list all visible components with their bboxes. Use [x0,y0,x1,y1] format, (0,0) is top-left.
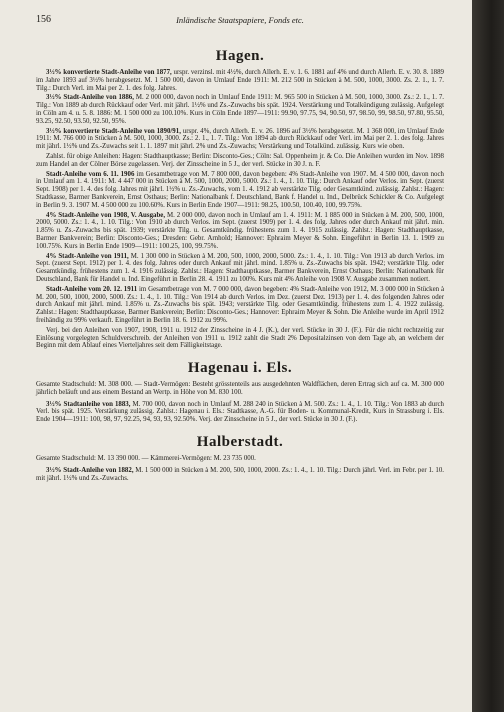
bond-entry [36,94,444,125]
bond-text: urspr. verzinsl. mit 4½%, durch Allerh. E. v. 1. 6. 1881 auf 4% und durch Allerh. E. v. 30. 8. 1889 im Jahre 1893 auf 3½% herabgesetzt. M. 1 500 000, davon in Umlauf Ende 1911: M. 212 500 in Stücken à M. 500, 1000, 3000. Zs. 2. 1., 1. 7. Tilg.: Durch Verl. im Mai per 2. 1. des folg. Jahres. [36,69,444,92]
section-halberstadt [36,434,444,482]
bond-title: Stadt-Anleihe vom 6. 11. 1906 [46,170,135,178]
bond-entry [36,69,444,92]
bond-entry [36,253,444,284]
running-title: Inländische Staatspapiere, Fonds etc. [176,15,304,25]
bond-title: 4% Stadt-Anleihe von 1911, [46,252,129,260]
bond-title: 3½% konvertierte Stadt-Anleihe von 1877, [46,69,172,76]
payment-offices-note [36,153,444,169]
bond-text: M. 700 000, davon noch in Umlauf M. 288 240 in Stücken à M. 500. Zs.: 1. 4., 1. 10. Tilg.: Von 1883 ab durch Verl. bis spät. 1925. Verstärkung zulässig. Zahlst.: Hagenau i. Els.: Stadtkasse, A.-G. für Boden- u. Kommunal-Kredit, Kurs in Strassburg i. Els. Ende 1904—1911: 100, 98, 97, 92.25, 94, 93, 93, 92.50%. Verj. der Zinsscheine in 5 J., der verl. Stücke in 30 J. (F.). [36,400,444,424]
book-gutter [472,0,504,712]
bond-entry [36,128,444,151]
bond-entry [36,286,444,325]
section-hagen [36,48,444,350]
bond-text: im Gesamtbetrage von M. 7 000 000, davon begeben: 4% Stadt-Anleihe von 1912, M. 3 000 000 in Stücken à M. 200, 500, 1000, 2000, 5000. Zs.: 1. 4., 1. 10. Tilg.: Von 1914 ab durch Verlos. im Dez. (zuerst Dez. 1913) per 1. 4. des folgenden Jahres oder durch Ankauf mit jährl. mind. 1.85% u. Zs.-Zuwachs bis spät. 1943; verstärkte Tilg. oder Gesamtkündig. frühestens zum 1. 4. 1922 zulässig. Zahlst.: Hagen: Stadthauptkasse, Barmer Bankverein; Berlin: Disconto-Ges.; Hannover: Ephraim Meyer & Sohn. Die Anleihe wurde im April 1912 freihändig zu 99% verkauft. Eingeführt in Berlin 18. 6. 1912 zu 99%. [36,285,445,324]
bond-text: Zahlst. für obige Anleihen: Hagen: Stadthauptkasse; Berlin: Disconto-Ges.; Cöln: Sal. Oppenheim jr. & Co. Die Anleihen wurden im Nov. 1898 zum Handel an der Cölner Börse zugelassen. Verj. der Zinsscheine in 5 J., der verl. Stücke in 30 J. n. F. [36,152,444,168]
bond-text: urspr. 4%, durch Allerh. E. v. 26. 1896 auf 3½% herabgesetzt. M. 1 368 000, im Umlauf Ende 1911: M. 766 000 in Stücken à M. 500, 1000, 3000. Zs.: 2. 1., 1. 7. Tilg.: Von 1894 ab durch Rückkauf oder Verl. im Mai per 2. 1. des folg. Jahres mit jährl. 1½% und Zs.-Zuwachs seit 1. 1. 1897 mit jährl. 2% und Zs.-Zuwachs; Verstärkung und Totalkünd. zulässig. Kurs wie oben. [36,127,445,151]
city-heading: Hagenau i. Els. [187,360,293,377]
bond-entry [36,212,444,251]
bond-title: 3½% Stadtanleihe von 1883, [46,400,131,408]
bond-text: M. 1 500 000 in Stücken à M. 200, 500, 1000, 2000. Zs.: 1. 4., 1. 10. Tilg.: Durch jährl. Verl. im Febr. per 1. 10. mit jährl. 1½% und Zs.-Zuwachs. [36,466,444,482]
page-content [36,14,444,492]
debt-summary: Gesamte Stadtschuld: M. 308 000. — Stadt-Vermögen: Besteht grösstenteils aus ausgedehnten Waldflächen, deren Ertrag sich auf ca. M. 300 000 jährlich beläuft und aus einem Bestand an Wertp. in Höhe von M. 830 100. [36,381,444,396]
page-header [36,14,444,28]
bond-text: M. 2 000 000, davon noch in Umlauf Ende 1911: M. 965 500 in Stücken à M. 500, 1000, 3000. Zs.: 2. 1., 1. 7. Tilg.: Von 1889 ab durch Rückkauf oder Verl. mit jährl. 1½% und Zs.-Zuwachs bis spät. 1924. Verstärkung und Totalkündigung zulässig. Aufgelegt in Cöln am 4. u. 5. 8. 1886: M. 1 500 000 zu 100.10%. Kurs in Cöln Ende 1897—1911: 99.90, 97.75, 94, 90.50, 97, 98.50, 99, 98.50, 97.80, 95.50, 93.25, 92.50, 93.50, 92.50, 95%. [36,94,444,125]
bond-title: 3½% Stadt-Anleihe von 1886, [46,94,134,102]
bond-entry [36,467,444,483]
bond-text: im Gesamtbetrage von M. 7 800 000, davon begeben: 4% Stadt-Anleihe von 1907. M. 4 500 000, davon noch in Umlauf am 1. 4. 1911: M. 4 447 000 in Stücken à M. 500, 1000, 2000, 5000. Zs.: 1. 4., 1. 10. Tilg.: Durch Ankauf oder Verlos. im Sept. (zuerst Sept. 1908) per 1. 4. des folg. Jahres mit jährl. 1½% u. Zs.-Zuwachs, vom 1. 4. 1912 ab verstärkte Tilg. oder Gesamtkünd. zulässig. Zahlst.: Hagen: Stadtkasse, Barmer Bankverein, Ernst Osthaus; Berlin: Nationalbank f. Deutschland, Bank f. Handel u. Ind., Delbrück Schickler & Co. Aufgelegt in Berlin 9. 3. 1907 M. 4 500 000 zu 100.60%. Kurs in Berlin Ende 1907—1911: 98.25, 100.50, 100.40, 100, 99.75%. [36,170,444,209]
bond-text: M. 2 000 000, davon noch in Umlauf am 1. 4. 1911: M. 1 885 000 in Stücken à M. 200, 500, 1000, 2000, 5000. Zs.: 1. 4., 1. 10. Tilg.: Von 1910 ab durch Verlos. im Sept. (zuerst 1909) per 1. 4. des folg. Jahres oder durch Ankauf mit jährl. min. 1.85% u. Zs.-Zuwachs bis spät. 1939; verstärkte Tilg. u. Gesamtkündig. frühestens zum 1. 4. 1915 zulässig. Zahlst.: Hagen: Stadthauptkasse, Barmer Bankverein; Berlin: Disconto-Ges.; Dresden: Gebr. Arnhold; Hannover: Ephraim Meyer & Sohn. Eingeführt in Berlin 13. 1. 1909 zu 100.75%. Kurs in Berlin Ende 1909—1911: 100.25, 100, 99.75%. [36,211,444,250]
bond-title: Stadt-Anleihe vom 20. 12. 1911 [46,285,138,293]
city-heading: Hagen. [215,48,265,64]
bond-entry [36,401,444,424]
bond-title: 4% Stadt-Anleihe von 1908, V. Ausgabe, [46,211,166,219]
bond-entry [36,171,444,210]
page-number: 156 [36,14,51,25]
bond-title: 3½% konvertierte Stadt-Anleihe von 1890/91, [46,127,181,135]
bond-text: Verj. bei den Anleihen von 1907, 1908, 1911 u. 1912 der Zinsscheine in 4 J. (K.), der verl. Stücke in 30 J. (F.). Für die nicht rechtzeitig zur Einlösung vorgelegten Schuldverschreib. der Anleihen von 1911 u. 1912 zahlt die Stadt 2% Depositalzinsen von dem Tage ab, an welchem der Beginn mit dem Ablauf eines Vierteljahres seit dem Fälligkeitstage. [36,326,444,350]
debt-summary: Gesamte Stadtschuld: M. 13 390 000. — Kämmerei-Vermögen: M. 23 735 000. [36,455,256,463]
bond-text: M. 1 300 000 in Stücken à M. 200, 500, 1000, 2000, 5000. Zs.: 1. 4., 1. 10. Tilg.: Von 1913 ab durch Verlos. im Sept. (zuerst Sept. 1912) per 1. 4. des folg. Jahres oder durch Ankauf mit jährl. mind. 1.85% u. Zs.-Zuwachs bis spät. 1942; verstärkte Tilg. oder Gesamtkündig. frühestens zum 1. 4. 1916 zulässig. Zahlst.: Hagen: Stadthauptkasse, Barmer Bankverein, Ernst Osthaus; Berlin: Nationalbank für Deutschland, Bank für Handel u. Ind. Eingeführt in Berlin 28. 4. 1911 zu 100%. Kurs mit 4% Anleihe von 1908 V. Ausgabe zusammen notiert. [36,252,444,283]
prescription-note [36,327,444,350]
city-heading: Halberstadt. [196,434,284,451]
bond-title: 3½% Stadt-Anleihe von 1882, [46,466,134,474]
section-hagenau [36,360,444,424]
